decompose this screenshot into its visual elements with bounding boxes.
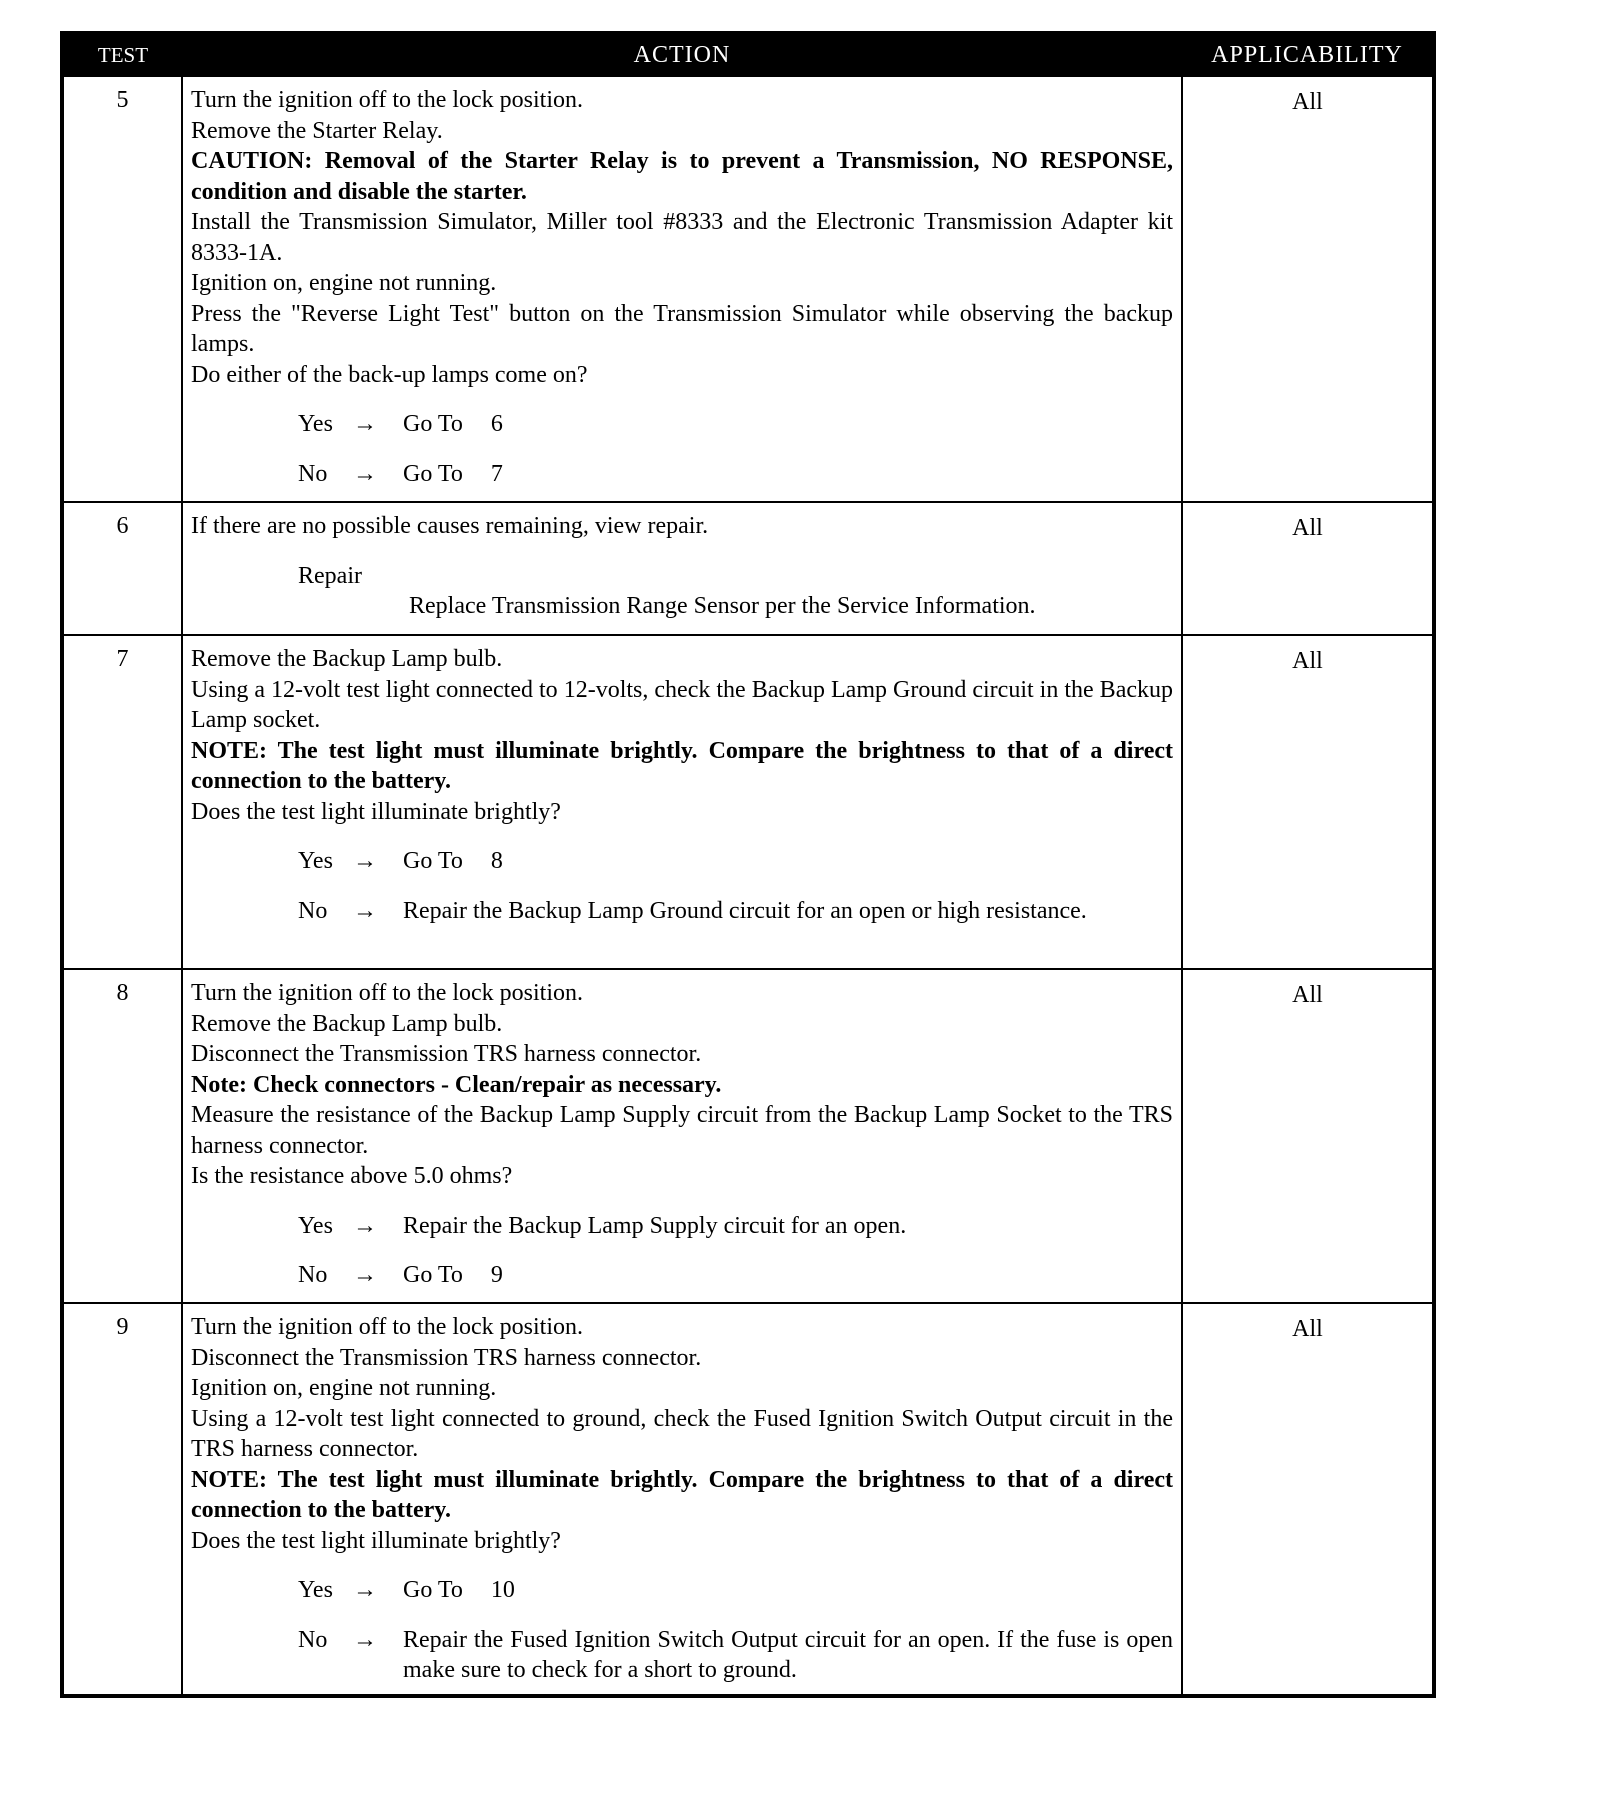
action-line: Install the Transmission Simulator, Miller tool #8333 and the Electronic Transmission Adapter kit 8333-1A.	[191, 209, 1173, 266]
right-arrow-icon: →	[353, 411, 377, 437]
right-arrow-icon: →	[353, 460, 377, 487]
test-applicability: All	[1182, 635, 1434, 969]
action-line: Remove the Backup Lamp bulb.	[191, 1010, 503, 1037]
test-row-5	[62, 76, 1434, 502]
no-result: Repair the Fused Ignition Switch Output circuit for an open. If the fuse is open make sure to check for a short to ground.	[403, 1626, 1173, 1683]
header-applicability: APPLICABILITY	[1182, 33, 1434, 76]
no-option	[298, 1625, 1173, 1686]
no-label: No	[298, 897, 328, 924]
no-option	[298, 1260, 1173, 1291]
yes-result	[403, 846, 1173, 877]
test-number: 9	[62, 1303, 182, 1696]
test-action	[182, 1303, 1182, 1696]
goto-label: Go To	[403, 1577, 463, 1603]
yes-option	[298, 846, 1173, 877]
no-result: Repair the Backup Lamp Ground circuit for an open or high resistance.	[403, 897, 1087, 924]
action-line: Disconnect the Transmission TRS harness connector.	[191, 1041, 702, 1067]
goto-target: 10	[490, 1577, 515, 1603]
action-line: Turn the ignition off to the lock position.	[191, 1314, 584, 1340]
test-number: 8	[62, 969, 182, 1303]
goto-label: Go To	[403, 848, 463, 874]
yes-option	[298, 409, 1173, 440]
right-arrow-icon: →	[353, 1577, 377, 1603]
test-action	[182, 969, 1182, 1303]
no-label: No	[298, 1626, 328, 1653]
yes-result	[403, 1575, 1173, 1606]
action-line: Ignition on, engine not running.	[191, 270, 497, 296]
note-line: NOTE: The test light must illuminate brightly. Compare the brightness to that of a direct connection to the battery.	[191, 737, 1173, 794]
yes-result	[403, 409, 1173, 440]
action-line: Remove the Starter Relay.	[191, 117, 443, 144]
action-line: Remove the Backup Lamp bulb.	[191, 646, 503, 672]
goto-label: Go To	[403, 460, 463, 487]
action-line: Using a 12-volt test light connected to ground, check the Fused Ignition Switch Output circuit in the TRS harness connector.	[191, 1405, 1173, 1462]
right-arrow-icon: →	[353, 897, 377, 924]
question-line: Is the resistance above 5.0 ohms?	[191, 1163, 513, 1189]
question-line: Does the test light illuminate brightly?	[191, 1527, 561, 1554]
test-applicability: All	[1182, 76, 1434, 502]
goto-target: 6	[490, 411, 503, 437]
test-action	[182, 635, 1182, 969]
no-result	[403, 459, 1173, 490]
test-row-8	[62, 969, 1434, 1303]
test-applicability: All	[1182, 502, 1434, 635]
note-line: Note: Check connectors - Clean/repair as necessary.	[191, 1071, 722, 1098]
no-option	[298, 896, 1173, 927]
goto-label: Go To	[403, 1262, 463, 1288]
header-test: TEST	[62, 33, 182, 76]
yes-result: Repair the Backup Lamp Supply circuit for an open.	[403, 1212, 907, 1239]
right-arrow-icon: →	[353, 848, 377, 874]
question-line: Does the test light illuminate brightly?	[191, 798, 561, 825]
action-line: If there are no possible causes remaining, view repair.	[191, 513, 709, 539]
yes-label: Yes	[298, 848, 333, 874]
goto-target: 9	[490, 1262, 503, 1288]
test-applicability: All	[1182, 1303, 1434, 1696]
goto-target: 8	[490, 848, 503, 874]
yes-option	[298, 1211, 1173, 1242]
yes-label: Yes	[298, 1577, 333, 1603]
no-label: No	[298, 460, 328, 487]
test-row-7	[62, 635, 1434, 969]
action-line: Disconnect the Transmission TRS harness connector.	[191, 1344, 702, 1371]
yes-label: Yes	[298, 411, 333, 437]
no-label: No	[298, 1262, 328, 1288]
question-line: Do either of the back-up lamps come on?	[191, 361, 588, 388]
goto-target: 7	[490, 460, 503, 487]
no-option	[298, 459, 1173, 490]
test-number: 5	[62, 76, 182, 502]
test-number: 6	[62, 502, 182, 635]
test-applicability: All	[1182, 969, 1434, 1303]
test-action	[182, 76, 1182, 502]
yes-label: Yes	[298, 1212, 333, 1239]
test-row-6	[62, 502, 1434, 635]
caution-note: CAUTION: Removal of the Starter Relay is to prevent a Transmission, NO RESPONSE, condition and disable the starter.	[191, 148, 1173, 205]
action-line: Ignition on, engine not running.	[191, 1375, 497, 1401]
diagnostic-test-table	[60, 31, 1436, 1698]
repair-text: Replace Transmission Range Sensor per the Service Information.	[409, 593, 1036, 619]
action-line: Using a 12-volt test light connected to 12-volts, check the Backup Lamp Ground circuit in the Backup Lamp socket.	[191, 676, 1173, 733]
yes-option	[298, 1575, 1173, 1606]
table-header-row	[62, 33, 1434, 76]
no-result	[403, 1260, 1173, 1291]
action-line: Press the "Reverse Light Test" button on the Transmission Simulator while observing the backup lamps.	[191, 300, 1173, 357]
test-action	[182, 502, 1182, 635]
action-line: Turn the ignition off to the lock position.	[191, 87, 584, 113]
right-arrow-icon: →	[353, 1212, 377, 1239]
goto-label: Go To	[403, 411, 463, 437]
test-number: 7	[62, 635, 182, 969]
test-row-9	[62, 1303, 1434, 1696]
note-line: NOTE: The test light must illuminate brightly. Compare the brightness to that of a direct connection to the battery.	[191, 1466, 1173, 1523]
repair-label: Repair	[298, 562, 362, 589]
header-action: ACTION	[182, 33, 1182, 76]
action-line: Turn the ignition off to the lock position.	[191, 980, 584, 1006]
right-arrow-icon: →	[353, 1262, 377, 1288]
right-arrow-icon: →	[353, 1626, 377, 1653]
action-line: Measure the resistance of the Backup Lamp Supply circuit from the Backup Lamp Socket to the TRS harness connector.	[191, 1102, 1173, 1159]
